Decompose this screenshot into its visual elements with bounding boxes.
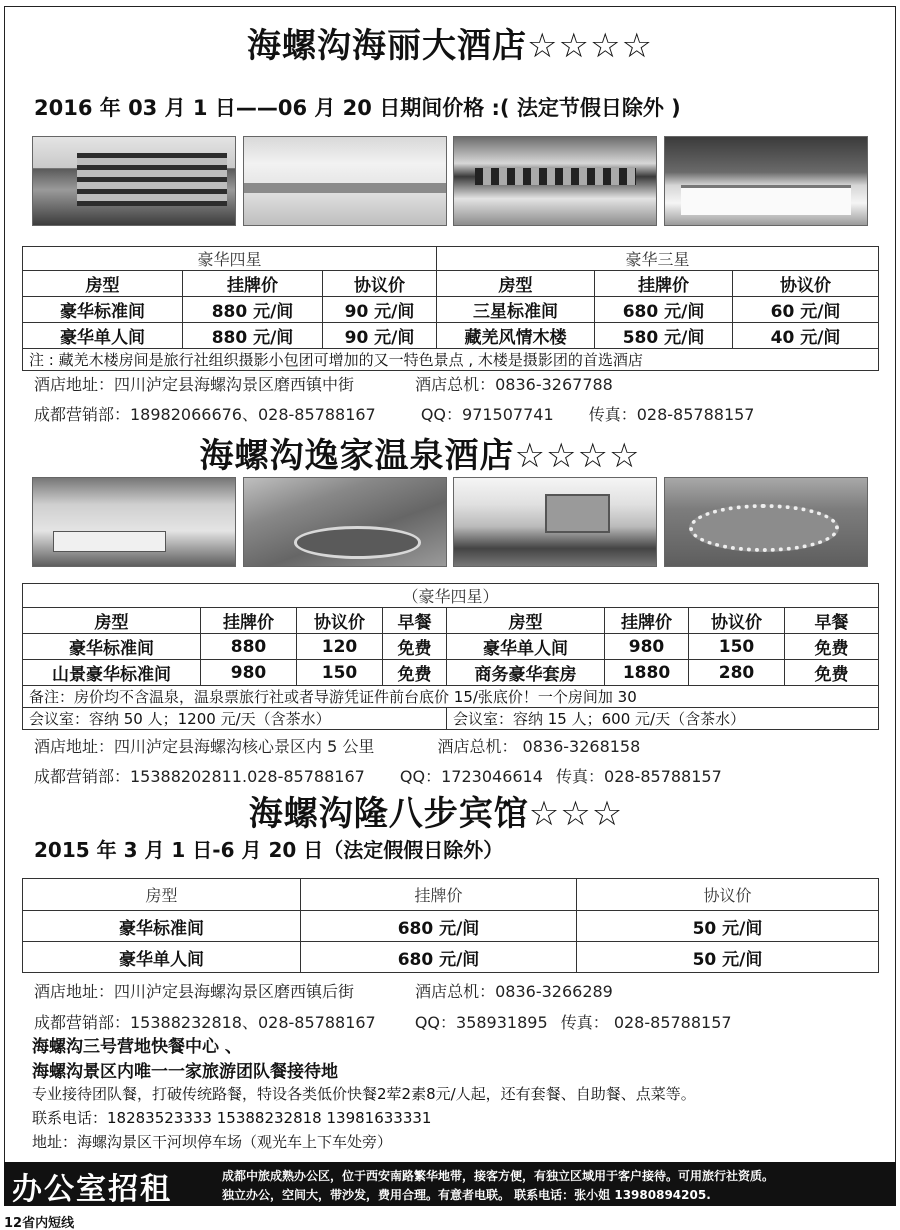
- sales-office: 成都营销部：15388202811.028-85788167: [34, 767, 365, 786]
- hotel1-contact-line: [34, 402, 755, 425]
- table-note: 备注：房价均不含温泉，温泉票旅行社或者导游凭证件前台底价 15/张底价！一个房间加 30: [23, 686, 879, 708]
- canteen-address: 地址：海螺沟景区干河坝停车场（观光车上下车处旁）: [32, 1133, 393, 1151]
- hotel-phone: 酒店总机：0836-3266289: [415, 982, 613, 1001]
- hotel2-photo-strip: [32, 477, 868, 567]
- table-cell: 280: [689, 660, 785, 686]
- table-cell: 880 元/间: [183, 323, 323, 349]
- hotel1-photo-strip: [32, 136, 868, 226]
- column-header: 房型: [23, 608, 201, 634]
- table-cell: 山景豪华标准间: [23, 660, 201, 686]
- table-cell: 免费: [383, 660, 447, 686]
- hotel3-price-period: 2015 年 3 月 1 日-6 月 20 日（法定假假日除外）: [34, 838, 504, 862]
- column-header: 协议价: [577, 879, 879, 911]
- hotel-lobby-photo: [243, 136, 447, 226]
- qq-number: QQ：1723046614: [399, 767, 543, 786]
- hotel-room-photo: [32, 477, 236, 567]
- column-header: 协议价: [323, 271, 437, 297]
- table-cell: 三星标准间: [437, 297, 595, 323]
- hotel-room-photo: [453, 477, 657, 567]
- hotel1-title: 海螺沟海丽大酒店☆☆☆☆: [247, 26, 653, 66]
- hotel2-price-table: [22, 583, 879, 730]
- table-cell: 680 元/间: [301, 911, 577, 942]
- hotel-reception-photo: [453, 136, 657, 226]
- hotel-exterior-photo: [32, 136, 236, 226]
- table-cell: 豪华标准间: [23, 911, 301, 942]
- table-cell: 60 元/间: [733, 297, 879, 323]
- table-cell: 40 元/间: [733, 323, 879, 349]
- table-cell: 680 元/间: [301, 942, 577, 973]
- table-cell: 90 元/间: [323, 297, 437, 323]
- canteen-tagline: 海螺沟景区内唯一一家旅游团队餐接待地: [32, 1062, 338, 1082]
- table-cell: 豪华单人间: [23, 942, 301, 973]
- column-header: 挂牌价: [301, 879, 577, 911]
- group-label: （豪华四星）: [23, 584, 879, 608]
- canteen-phone: 联系电话：18283523333 15388232818 13981633331: [32, 1109, 432, 1127]
- table-cell: 免费: [785, 634, 879, 660]
- fax-number: 传真：028-85788157: [556, 767, 722, 786]
- table-cell: 580 元/间: [595, 323, 733, 349]
- canteen-name: 海螺沟三号营地快餐中心 、: [32, 1037, 242, 1057]
- hotel-address: 酒店地址：四川泸定县海螺沟景区磨西镇后街: [34, 982, 355, 1001]
- hotel-address: 酒店地址：四川泸定县海螺沟景区磨西镇中街: [34, 375, 355, 394]
- table-row: [23, 323, 879, 349]
- table-cell: 880: [201, 634, 297, 660]
- table-cell: 商务豪华套房: [447, 660, 605, 686]
- table-cell: 150: [297, 660, 383, 686]
- sales-office: 成都营销部：18982066676、028-85788167: [34, 405, 376, 424]
- table-cell: 免费: [785, 660, 879, 686]
- hotel2-title: 海螺沟逸家温泉酒店☆☆☆☆: [199, 436, 641, 476]
- qq-number: QQ：358931895: [414, 1013, 548, 1032]
- column-header: 早餐: [785, 608, 879, 634]
- meeting-room-info: 会议室：容纳 50 人；1200 元/天（含茶水）: [23, 708, 447, 730]
- table-row: [23, 942, 879, 973]
- table-cell: 50 元/间: [577, 911, 879, 942]
- table-cell: 藏羌风情木楼: [437, 323, 595, 349]
- table-cell: 免费: [383, 634, 447, 660]
- table-row: [23, 634, 879, 660]
- hotel2-contact-line: [34, 764, 722, 787]
- table-cell: 880 元/间: [183, 297, 323, 323]
- column-header: 协议价: [733, 271, 879, 297]
- hotel2-address-line: [34, 734, 640, 757]
- hot-spring-pool-photo: [243, 477, 447, 567]
- office-rental-banner: [4, 1162, 896, 1206]
- hotel3-address-line: [34, 979, 613, 1002]
- hotel1-price-table: [22, 246, 879, 371]
- hotel-address: 酒店地址：四川泸定县海螺沟核心景区内 5 公里: [34, 737, 375, 756]
- banner-text: 成都中旅成熟办公区，位于西安南路繁华地带，接客方便，有独立区域用于客户接待。可用旅行社资质。: [222, 1169, 775, 1183]
- hotel1-price-period: 2016 年 03 月 1 日——06 月 20 日期间价格 :( 法定节假日除外 ): [34, 96, 681, 120]
- table-cell: 150: [689, 634, 785, 660]
- table-cell: 120: [297, 634, 383, 660]
- table-cell: 680 元/间: [595, 297, 733, 323]
- table-cell: 90 元/间: [323, 323, 437, 349]
- page-number-tag: 12省内短线: [4, 1216, 75, 1230]
- hotel1-address-line: [34, 372, 613, 395]
- group-label: 豪华四星: [23, 247, 437, 271]
- column-header: 房型: [23, 271, 183, 297]
- table-row: [23, 297, 879, 323]
- table-cell: 豪华标准间: [23, 634, 201, 660]
- qq-number: QQ：971507741: [420, 405, 554, 424]
- hotel3-price-table: [22, 878, 879, 973]
- table-cell: 50 元/间: [577, 942, 879, 973]
- canteen-description: 专业接待团队餐，打破传统路餐，特设各类低价快餐2荤2素8元/人起，还有套餐、自助餐、点菜等。: [32, 1085, 696, 1103]
- column-header: 协议价: [689, 608, 785, 634]
- banner-title: 办公室招租: [12, 1172, 172, 1207]
- table-row: [23, 660, 879, 686]
- hotel-room-photo: [664, 136, 868, 226]
- fax-number: 传真： 028-85788157: [560, 1013, 732, 1032]
- table-cell: 980: [201, 660, 297, 686]
- table-cell: 豪华单人间: [23, 323, 183, 349]
- table-cell: 1880: [605, 660, 689, 686]
- column-header: 挂牌价: [605, 608, 689, 634]
- hotel-phone: 酒店总机：0836-3267788: [415, 375, 613, 394]
- column-header: 早餐: [383, 608, 447, 634]
- column-header: 房型: [437, 271, 595, 297]
- hotel-phone: 酒店总机： 0836-3268158: [437, 737, 641, 756]
- table-cell: 980: [605, 634, 689, 660]
- column-header: 挂牌价: [201, 608, 297, 634]
- hotel3-title: 海螺沟隆八步宾馆☆☆☆: [248, 794, 624, 834]
- table-cell: 豪华标准间: [23, 297, 183, 323]
- column-header: 房型: [23, 879, 301, 911]
- column-header: 房型: [447, 608, 605, 634]
- hot-spring-pool-photo: [664, 477, 868, 567]
- table-row: [23, 911, 879, 942]
- banner-text: 独立办公，空间大，带沙发，费用合理。有意者电联。 联系电话：张小姐 13980894205.: [222, 1188, 711, 1202]
- table-cell: 豪华单人间: [447, 634, 605, 660]
- hotel3-contact-line: [34, 1010, 732, 1033]
- column-header: 协议价: [297, 608, 383, 634]
- sales-office: 成都营销部：15388232818、028-85788167: [34, 1013, 376, 1032]
- group-label: 豪华三星: [437, 247, 879, 271]
- fax-number: 传真：028-85788157: [588, 405, 755, 424]
- column-header: 挂牌价: [595, 271, 733, 297]
- column-header: 挂牌价: [183, 271, 323, 297]
- meeting-room-info: 会议室：容纳 15 人；600 元/天（含茶水）: [447, 708, 879, 730]
- table-note: 注 : 藏羌木楼房间是旅行社组织摄影小包团可增加的又一特色景点 , 木楼是摄影团的首选酒店: [23, 349, 879, 371]
